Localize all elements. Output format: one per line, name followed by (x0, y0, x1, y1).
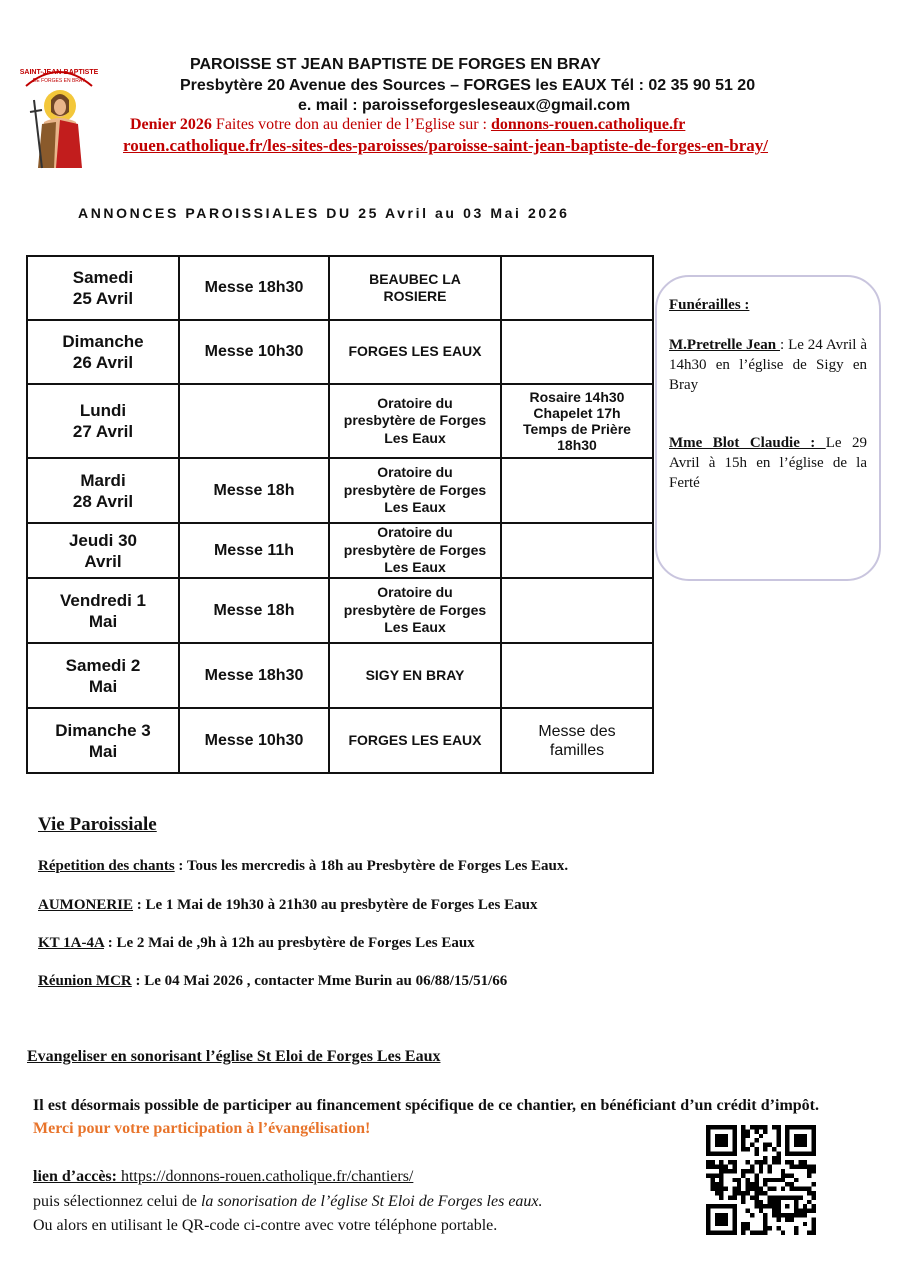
schedule-location-cell: SIGY EN BRAY (329, 643, 501, 708)
schedule-row (27, 458, 653, 523)
vie-item-label: AUMONERIE (38, 897, 134, 913)
evangeliser-heading: Evangeliser en sonorisant l’église St Eloi de Forges Les Eaux (27, 1048, 441, 1065)
access-link-line (33, 1168, 413, 1186)
qr-code[interactable] (706, 1125, 816, 1235)
evangeliser-text: Il est désormais possible de participer au financement spécifique de ce chantier, en bénéficiant d’un crédit d’impôt. (33, 1097, 819, 1114)
schedule-location-cell: Oratoire du presbytère de Forges Les Eaux (329, 523, 501, 578)
funeral-entry (669, 335, 867, 395)
funeral-entry (669, 433, 867, 493)
vie-item-label: Réunion MCR (38, 973, 132, 989)
schedule-day-cell: Samedi 2 Mai (27, 643, 179, 708)
denier-line (130, 116, 685, 134)
funeral-name: Mme Blot Claudie : (669, 435, 826, 451)
vie-paroissiale-heading: Vie Paroissiale (38, 814, 157, 835)
vie-item-label: KT 1A-4A (38, 935, 104, 951)
denier-text: Faites votre don au denier de l’Eglise sur : (211, 116, 491, 133)
parish-name: PAROISSE ST JEAN BAPTISTE DE FORGES EN BRAY (190, 56, 601, 73)
schedule-day-cell: Lundi 27 Avril (27, 384, 179, 458)
funeral-details: Le 29 Avril à 15h en l’église de la Ferté (669, 435, 867, 491)
schedule-note-cell (501, 458, 653, 523)
schedule-table (26, 255, 654, 774)
schedule-note-cell (501, 256, 653, 320)
schedule-note-cell (501, 320, 653, 384)
select-italic: la sonorisation de l’église St Eloi de Forges les eaux. (200, 1193, 543, 1210)
schedule-row (27, 708, 653, 773)
schedule-mass-time-cell: Messe 10h30 (179, 320, 329, 384)
schedule-day-cell: Mardi 28 Avril (27, 458, 179, 523)
schedule-location-cell: FORGES LES EAUX (329, 708, 501, 773)
schedule-row (27, 523, 653, 578)
parish-address: Presbytère 20 Avenue des Sources – FORGES les EAUX Tél : 02 35 90 51 20 (180, 77, 756, 94)
parish-logo (20, 60, 98, 170)
announcements-title: ANNONCES PAROISSIALES DU 25 Avril au 03 Mai 2026 (78, 205, 570, 221)
vie-item (38, 935, 475, 952)
select-text: puis sélectionnez celui de (33, 1193, 201, 1210)
schedule-row (27, 384, 653, 458)
schedule-note-cell: Rosaire 14h30 Chapelet 17h Temps de Prière 18h30 (501, 384, 653, 458)
schedule-mass-time-cell: Messe 18h30 (179, 256, 329, 320)
vie-item-label: Répetition des chants (38, 858, 175, 874)
access-link-label: lien d’accès: (33, 1168, 117, 1185)
vie-item (38, 858, 568, 875)
svg-text:SAINT-JEAN-BAPTISTE: SAINT-JEAN-BAPTISTE (20, 69, 98, 76)
schedule-location-cell: Oratoire du presbytère de Forges Les Eaux (329, 578, 501, 643)
schedule-note-cell (501, 643, 653, 708)
schedule-day-cell: Jeudi 30 Avril (27, 523, 179, 578)
qr-instructions: Ou alors en utilisant le QR-code ci-contre avec votre téléphone portable. (33, 1217, 498, 1234)
schedule-mass-time-cell: Messe 18h30 (179, 643, 329, 708)
vie-item-text: : Le 1 Mai de 19h30 à 21h30 au presbytère de Forges Les Eaux (133, 897, 538, 913)
schedule-location-cell: BEAUBEC LA ROSIERE (329, 256, 501, 320)
schedule-row (27, 643, 653, 708)
schedule-row (27, 256, 653, 320)
schedule-day-cell: Samedi 25 Avril (27, 256, 179, 320)
schedule-mass-time-cell: Messe 11h (179, 523, 329, 578)
schedule-mass-time-cell: Messe 10h30 (179, 708, 329, 773)
denier-link[interactable]: donnons-rouen.catholique.fr (490, 116, 686, 133)
schedule-row (27, 578, 653, 643)
schedule-location-cell: Oratoire du presbytère de Forges Les Eaux (329, 384, 501, 458)
denier-year: Denier 2026 (130, 116, 212, 133)
schedule-day-cell: Vendredi 1 Mai (27, 578, 179, 643)
evangeliser-thanks: Merci pour votre participation à l’évangélisation! (33, 1120, 371, 1137)
schedule-location-cell: Oratoire du presbytère de Forges Les Eaux (329, 458, 501, 523)
vie-item (38, 973, 507, 990)
parish-website-line (123, 136, 768, 156)
schedule-mass-time-cell: Messe 18h (179, 458, 329, 523)
vie-item (38, 897, 537, 914)
schedule-day-cell: Dimanche 3 Mai (27, 708, 179, 773)
schedule-note-cell: Messe des familles (501, 708, 653, 773)
schedule-mass-time-cell (179, 384, 329, 458)
schedule-day-cell: Dimanche 26 Avril (27, 320, 179, 384)
svg-text:DE FORGES EN BRAY: DE FORGES EN BRAY (32, 78, 86, 84)
vie-item-text: : Le 04 Mai 2026 , contacter Mme Burin au 06/88/15/51/66 (131, 973, 508, 989)
funeral-name: M.Pretrelle Jean (669, 337, 780, 353)
schedule-note-cell (501, 523, 653, 578)
funerals-title: Funérailles : (669, 297, 750, 313)
schedule-location-cell: FORGES LES EAUX (329, 320, 501, 384)
schedule-mass-time-cell: Messe 18h (179, 578, 329, 643)
funeral-details: : Le 24 Avril à 14h30 en l’église de Sigy en Bray (669, 337, 867, 393)
vie-item-text: : Le 2 Mai de ,9h à 12h au presbytère de Forges Les Eaux (103, 935, 475, 951)
schedule-note-cell (501, 578, 653, 643)
schedule-row (27, 320, 653, 384)
evangeliser-paragraph (33, 1094, 819, 1140)
vie-item-text: : Tous les mercredis à 18h au Presbytère de Forges Les Eaux. (174, 858, 569, 874)
select-line (33, 1193, 543, 1211)
access-link-url[interactable]: https://donnons-rouen.catholique.fr/chantiers/ (116, 1168, 414, 1185)
parish-email: e. mail : paroisseforgesleseaux@gmail.com (298, 97, 631, 114)
parish-website-link[interactable]: rouen.catholique.fr/les-sites-des-paroisses/paroisse-saint-jean-baptiste-de-forges-en-bray/ (123, 136, 769, 155)
funerals-box (655, 275, 881, 581)
